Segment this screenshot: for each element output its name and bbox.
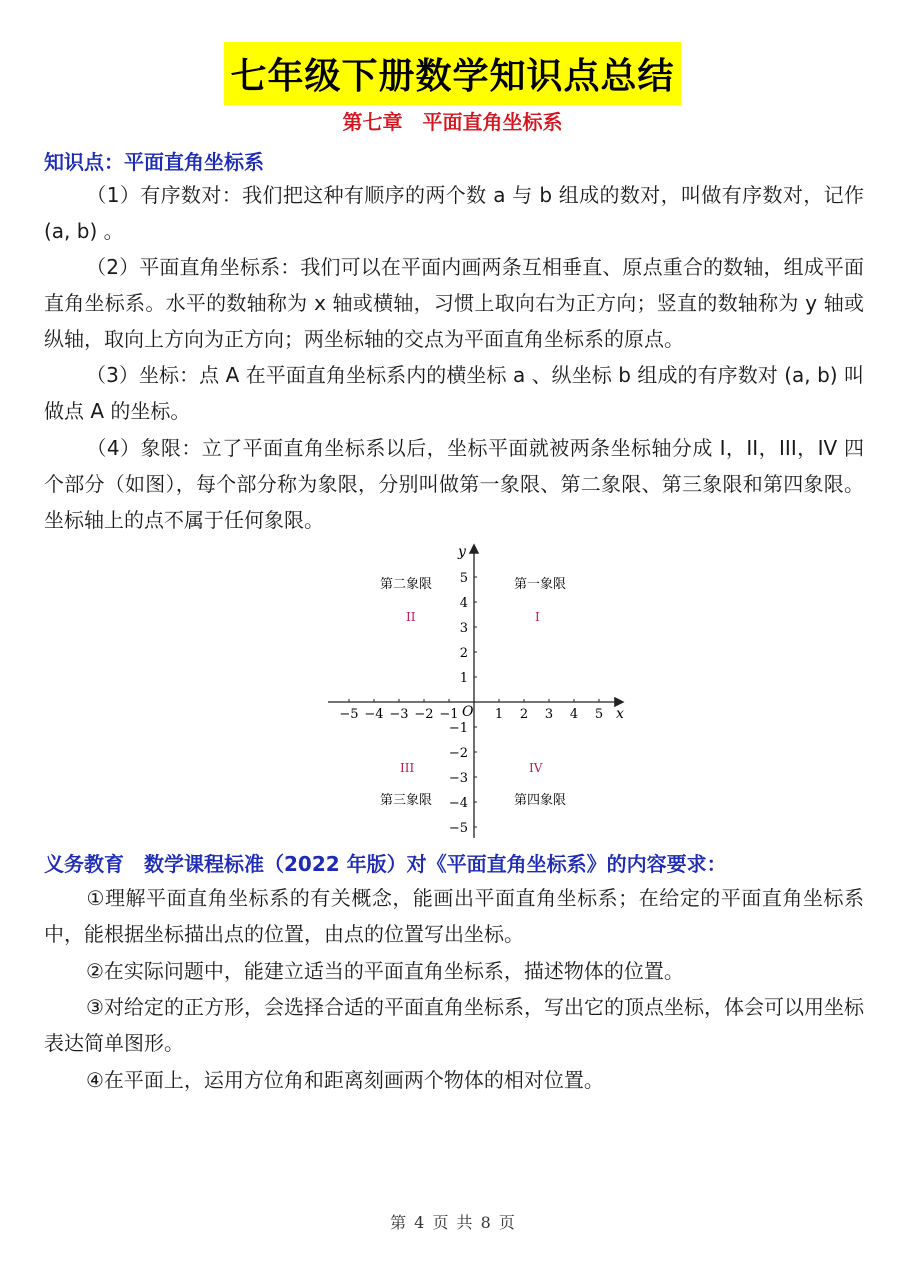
requirement-4 [44, 1062, 864, 1098]
requirement-text: ①理解平面直角坐标系的有关概念，能画出平面直角坐标系；在给定的平面直角坐标系中，能根据坐标描出点的位置，由点的位置写出坐标。 [44, 886, 864, 946]
quadrant-3-name: 第三象限 [380, 793, 433, 808]
requirement-3 [44, 989, 864, 1061]
quadrant-2-numeral: II [406, 610, 416, 624]
x-tick-label: −2 [414, 707, 434, 722]
quadrant-1-numeral: I [535, 610, 540, 624]
x-tick-label: −1 [439, 707, 459, 722]
coordinate-axes-svg [322, 540, 632, 840]
paragraph-coordinate-system [44, 249, 864, 357]
x-tick-label: 1 [494, 707, 504, 722]
requirement-text: ④在平面上，运用方位角和距离刻画两个物体的相对位置。 [86, 1068, 604, 1092]
quadrant-2-name: 第二象限 [380, 577, 433, 592]
paragraph-coordinates [44, 357, 864, 429]
paragraph-text: （4）象限：立了平面直角坐标系以后，坐标平面就被两条坐标轴分成 I，II，III，IV 四个部分（如图），每个部分称为象限，分别叫做第一象限、第二象限、第三象限和第四象限。坐标轴上的点不属于任何象限。 [44, 436, 864, 532]
y-tick-label: 2 [459, 646, 468, 661]
y-tick-label: −1 [448, 721, 468, 736]
standard-heading: 义务教育 数学课程标准（2022 年版）对《平面直角坐标系》的内容要求： [44, 852, 727, 876]
origin-label: O [462, 704, 474, 720]
paragraph-text: （1）有序数对：我们把这种有顺序的两个数 a 与 b 组成的数对，叫做有序数对，记作 (a, b) 。 [44, 183, 864, 243]
requirement-text: ③对给定的正方形，会选择合适的平面直角坐标系，写出它的顶点坐标，体会可以用坐标表达简单图形。 [44, 995, 864, 1055]
y-axis-label: y [458, 544, 466, 560]
paragraph-text: （2）平面直角坐标系：我们可以在平面内画两条互相垂直、原点重合的数轴，组成平面直角坐标系。水平的数轴称为 x 轴或横轴，习惯上取向右为正方向；竖直的数轴称为 y 轴或纵轴，取向上方向为正方向；两坐标轴的交点为平面直角坐标系的原点。 [44, 255, 864, 351]
y-tick-label: −5 [448, 821, 468, 836]
quadrant-4-name: 第四象限 [514, 793, 567, 808]
x-tick-label: −4 [364, 707, 384, 722]
title-wrapper [0, 42, 905, 105]
requirement-1 [44, 880, 864, 952]
x-tick-label: −5 [339, 707, 359, 722]
page-footer: 第 4 页 共 8 页 [390, 1213, 515, 1232]
x-tick-label: 2 [519, 707, 529, 722]
coordinate-figure [322, 540, 632, 840]
y-tick-label: 3 [459, 621, 468, 636]
y-tick-label: −4 [448, 796, 468, 811]
y-tick-label: 1 [459, 671, 468, 686]
x-tick-label: 5 [594, 707, 604, 722]
page-title: 七年级下册数学知识点总结 [224, 42, 680, 105]
chapter-title: 第七章 平面直角坐标系 [342, 110, 563, 134]
y-tick-label: −3 [448, 771, 468, 786]
section-heading: 知识点：平面直角坐标系 [44, 150, 264, 174]
y-tick-label: 5 [459, 571, 468, 586]
x-tick-label: −3 [389, 707, 409, 722]
requirement-2 [44, 953, 864, 989]
quadrant-4-numeral: IV [529, 761, 543, 775]
paragraph-ordered-pair [44, 177, 864, 249]
y-tick-label: 4 [459, 596, 468, 611]
x-tick-label: 4 [569, 707, 579, 722]
quadrant-3-numeral: III [400, 761, 415, 775]
quadrant-1-name: 第一象限 [514, 577, 567, 592]
x-tick-label: 3 [544, 707, 554, 722]
paragraph-text: （3）坐标：点 A 在平面直角坐标系内的横坐标 a 、纵坐标 b 组成的有序数对 (a, b) 叫做点 A 的坐标。 [44, 363, 864, 423]
paragraph-quadrants [44, 430, 864, 538]
requirement-text: ②在实际问题中，能建立适当的平面直角坐标系，描述物体的位置。 [86, 959, 684, 983]
x-axis-label: x [616, 706, 624, 722]
y-tick-label: −2 [448, 746, 468, 761]
